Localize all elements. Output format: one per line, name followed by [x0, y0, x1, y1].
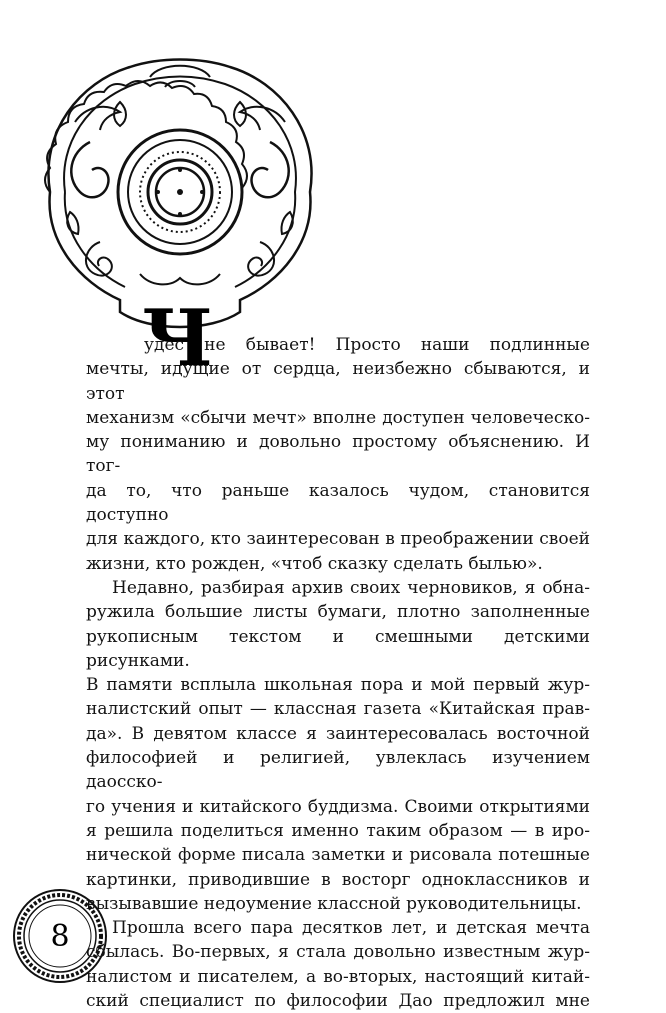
text-line: я решила поделиться именно таким образом — в иро- — [86, 820, 590, 841]
text-line: налистский опыт — классная газета «Китайская прав- — [86, 699, 590, 720]
text-line: жизни, кто рожден, «чтоб сказку сделать былью». — [86, 553, 543, 574]
text-line: да». В девятом классе я заинтересовалась восточной — [86, 723, 590, 744]
drop-cap-letter: Ч — [142, 293, 214, 384]
text-line: нической форме писала заметки и рисовала потешные — [86, 845, 590, 866]
text-line: удес не бывает! Просто наши подлинные — [144, 335, 590, 355]
text-line: для каждого, кто заинтересован в преображении своей — [86, 529, 590, 550]
text-line: ружила большие листы бумаги, плотно заполненные — [86, 602, 590, 623]
text-line: механизм «сбычи мечт» вполне доступен человеческо- — [86, 407, 590, 428]
text-line: налистом и писателем, а во-вторых, настоящий китай- — [86, 966, 590, 987]
text-line: го учения и китайского буддизма. Своими открытиями — [86, 796, 590, 817]
page-number-medallion — [10, 886, 110, 986]
text-line: Прошла всего пара десятков лет, и детская мечта — [112, 918, 590, 939]
paragraph-1-first-line — [86, 333, 590, 357]
body-text — [86, 333, 590, 1013]
text-line: ский специалист по философии Дао предложил мне — [86, 991, 590, 1012]
text-line: му пониманию и довольно простому объяснению. И тог- — [86, 432, 590, 477]
text-line: вызывавшие недоумение классной руководительницы. — [86, 893, 582, 914]
text-line: картинки, приводившие в восторг одноклассников и — [86, 869, 590, 890]
text-line: сбылась. Во-первых, я стала довольно известным жур- — [86, 942, 590, 963]
text-line: философией и религией, увлеклась изучением даосско- — [86, 748, 590, 793]
page-number: 8 — [50, 918, 70, 954]
text-line: В памяти всплыла школьная пора и мой первый жур- — [86, 675, 590, 696]
text-line: да то, что раньше казалось чудом, становится доступно — [86, 480, 590, 526]
text-line: рукописным текстом и смешными детскими рисунками. — [86, 626, 590, 671]
text-line: Недавно, разбирая архив своих черновиков, я обна- — [112, 577, 590, 598]
text-line: мечты, идущие от сердца, неизбежно сбываются, и этот — [86, 359, 590, 404]
